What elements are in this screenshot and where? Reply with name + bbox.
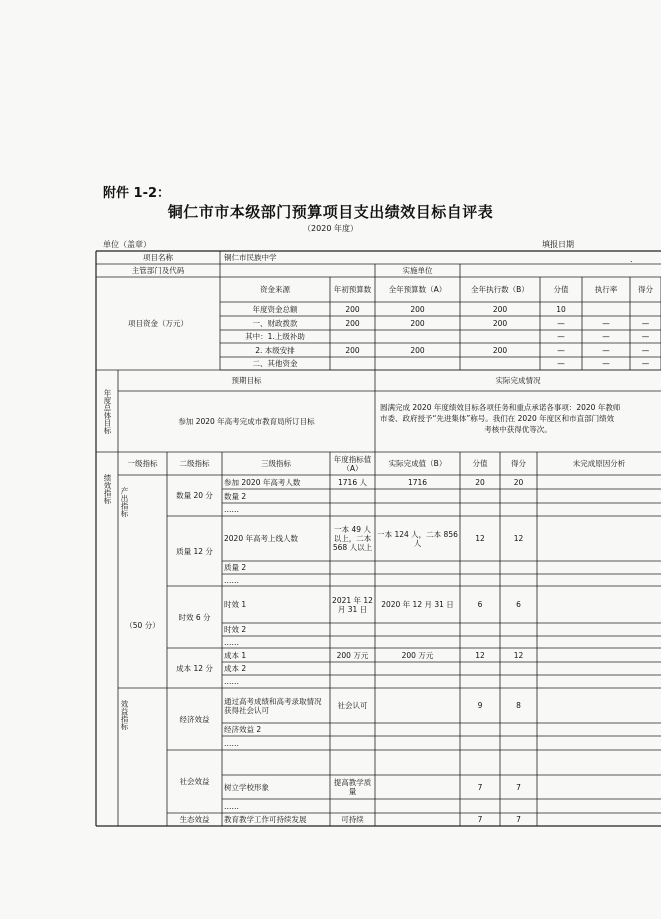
funds-label: 项目资金（万元）	[128, 319, 188, 328]
indicator-cell	[377, 723, 458, 736]
indicator-cell	[377, 489, 458, 503]
project-name-value: 铜仁市民族中学	[224, 253, 277, 262]
expected-goal-text: 参加 2020 年高考完成市教育局所订目标	[178, 417, 315, 426]
indicator-cell	[332, 750, 373, 775]
project-name-label: 项目名称	[143, 253, 173, 262]
indicator-cell: 7	[477, 782, 483, 792]
funds-cell: 一、财政拨款	[252, 318, 298, 328]
indicator-cell	[462, 503, 498, 516]
indicator-group-0: 数量 20 分	[176, 491, 213, 500]
indicator-cell: 社会认可	[337, 701, 368, 710]
funds-cell	[375, 357, 460, 370]
funds-cell: 二、其他资金	[252, 359, 298, 368]
funds-header-1: 年初预算数	[333, 285, 372, 294]
indicator-cell: 可持续	[341, 815, 364, 824]
indicator-cell: 2021 年 12 月 31 日	[332, 595, 373, 614]
indicator-cell: ……	[224, 801, 239, 811]
indicator-cell	[377, 636, 458, 648]
indicator-cell: ……	[224, 738, 239, 748]
funds-cell: —	[557, 359, 565, 368]
indicator-cell: 8	[516, 701, 521, 710]
indicator-header-7: 未完成原因分析	[572, 459, 626, 468]
funds-cell: 200	[492, 345, 508, 355]
indicator-cell	[502, 623, 535, 636]
funds-cell: 200	[492, 318, 508, 328]
indicator-header-2: 三级指标	[261, 459, 291, 468]
funds-cell: —	[602, 345, 610, 355]
funds-cell: —	[641, 345, 650, 355]
indicator-cell	[462, 675, 498, 688]
funds-cell: 其中：1.上级补助	[245, 332, 305, 341]
indicator-cell: 质量 2	[224, 563, 247, 572]
indicator-cell	[332, 675, 373, 688]
indicator-cell	[377, 561, 458, 574]
indicator-cell: 成本 1	[224, 650, 247, 660]
funds-cell	[330, 357, 375, 370]
funds-cell: 200	[410, 318, 425, 328]
actual-result-line-1: 圆满完成 2020 年度绩效目标各项任务和重点承诺各事项：2020 年教师	[380, 402, 621, 412]
funds-header-2: 全年预算数（A）	[388, 285, 447, 294]
funds-cell: —	[641, 359, 650, 368]
funds-cell: —	[557, 345, 565, 355]
indicator-cell: 9	[477, 701, 483, 710]
indicator-group-5: 社会效益	[179, 777, 210, 786]
indicator-cell: 通过高考成绩和高考录取情况获得社会认可	[224, 696, 322, 715]
indicator-cell: 20	[513, 477, 524, 487]
indicator-cell	[462, 799, 498, 813]
indicator-header-5: 分值	[472, 459, 488, 468]
indicator-group-3: 成本 12 分	[176, 663, 213, 673]
actual-result-line-3: 考核中获得优等次。	[484, 424, 552, 434]
indicator-cell	[377, 813, 458, 826]
funds-cell	[460, 357, 540, 370]
indicator-cell	[462, 662, 498, 675]
funds-header-3: 全年执行数（B）	[471, 285, 529, 294]
indicator-cell: ……	[224, 505, 239, 514]
indicator-cell	[502, 799, 535, 813]
indicator-cell: 12	[475, 650, 485, 660]
indicator-cell	[502, 675, 535, 688]
indicator-cell: 树立学校形象	[224, 782, 269, 792]
funds-cell: 200	[345, 304, 360, 314]
indicator-cell: 2020 年 12 月 31 日	[381, 600, 454, 609]
indicator-cell	[462, 574, 498, 586]
indicator-cell	[332, 662, 373, 675]
indicator-cell	[377, 662, 458, 675]
indicator-cell: ……	[224, 637, 239, 647]
funds-cell: 200	[410, 304, 425, 314]
indicator-cell: 12	[513, 650, 524, 660]
indicator-cell	[332, 561, 373, 574]
funds-cell: 年度资金总额	[252, 304, 298, 314]
indicator-cell	[502, 503, 535, 516]
indicator-cell	[332, 799, 373, 813]
actual-result-header: 实际完成情况	[495, 376, 541, 385]
indicator-cell	[462, 561, 498, 574]
funds-cell: 10	[556, 304, 566, 314]
expected-goal-header: 预期目标	[231, 376, 262, 385]
funds-cell: —	[602, 332, 610, 341]
fill-date-label: 填报日期	[542, 240, 574, 249]
unit-seal-label: 单位（盖章）	[103, 240, 151, 249]
output-score-label: （50 分）	[125, 620, 160, 630]
indicator-cell: 6	[516, 600, 521, 609]
indicator-cell: 200 万元	[401, 650, 434, 660]
indicator-cell	[377, 799, 458, 813]
funds-cell: 200	[410, 345, 425, 355]
indicator-cell: 7	[516, 782, 521, 792]
indicator-cell	[502, 574, 535, 586]
indicator-cell: 经济效益 2	[224, 725, 262, 734]
funds-cell: 2. 本级安排	[255, 345, 295, 355]
indicator-cell: ……	[224, 677, 239, 686]
indicator-cell: ……	[224, 575, 239, 585]
indicator-group-6: 生态效益	[179, 815, 210, 824]
goals-side-label: 年度总体目标	[103, 388, 112, 434]
output-indicator-label: 产出指标	[120, 487, 129, 517]
indicator-cell	[377, 736, 458, 750]
indicator-cell	[502, 561, 535, 574]
indicator-cell: 时效 2	[224, 625, 247, 634]
funds-header-5: 执行率	[594, 285, 618, 294]
funds-cell: —	[602, 359, 610, 368]
funds-cell	[582, 302, 630, 316]
funds-cell	[375, 330, 460, 343]
indicator-header-4: 实际完成值（B）	[388, 459, 447, 468]
indicator-cell	[377, 574, 458, 586]
funds-cell: 200	[345, 318, 360, 328]
indicator-group-2: 时效 6 分	[178, 612, 211, 622]
funds-cell	[460, 330, 540, 343]
indicator-cell: 7	[477, 815, 483, 824]
actual-result-line-2: 市委、政府授予“先进集体”称号。我们在 2020 年度区和市直部门绩效	[380, 413, 615, 423]
benefit-indicator-label: 效益指标	[120, 700, 129, 730]
funds-cell: —	[557, 318, 565, 328]
indicator-cell: 参加 2020 年高考人数	[224, 477, 301, 487]
funds-cell: —	[602, 318, 610, 328]
funds-cell: 200	[345, 345, 360, 355]
year-subtitle: （2020 年度）	[303, 224, 358, 233]
indicator-cell	[462, 636, 498, 648]
indicator-cell	[332, 723, 373, 736]
indicator-cell: 6	[477, 600, 483, 609]
funds-cell: —	[641, 318, 650, 328]
indicator-cell: 1716	[407, 477, 428, 487]
indicator-cell	[462, 623, 498, 636]
indicator-cell	[377, 623, 458, 636]
indicator-cell: 一本 124 人，二本 856 人	[377, 529, 458, 548]
indicator-cell	[502, 723, 535, 736]
indicator-cell: 提高教学质量	[333, 778, 372, 796]
indicator-cell	[332, 636, 373, 648]
indicator-cell	[462, 489, 498, 503]
funds-cell: —	[641, 332, 650, 341]
page-title: 铜仁市市本级部门预算项目支出绩效目标自评表	[167, 203, 494, 221]
indicator-cell	[462, 736, 498, 750]
indicator-header-6: 得分	[511, 459, 526, 468]
funds-cell: —	[557, 332, 565, 341]
indicator-cell	[224, 750, 328, 775]
indicator-cell	[377, 675, 458, 688]
funds-cell	[330, 330, 375, 343]
indicator-cell	[332, 574, 373, 586]
indicator-cell: 教育教学工作可持续发展	[224, 815, 307, 824]
indicator-header-3: 年度指标值（A）	[333, 454, 372, 473]
indicator-cell	[332, 736, 373, 750]
indicator-cell	[502, 636, 535, 648]
indicator-group-1: 质量 12 分	[176, 546, 213, 556]
indicator-group-4: 经济效益	[179, 714, 210, 724]
funds-cell: 200	[492, 304, 508, 314]
funds-header-0: 资金来源	[260, 285, 290, 294]
indicators-side-label: 绩效指标	[103, 474, 112, 504]
dept-code-label: 主管部门及代码	[131, 266, 185, 275]
indicator-cell: 一本 49 人以上，二本 568 人以上	[332, 525, 373, 552]
funds-header-4: 分值	[553, 285, 569, 294]
indicator-cell	[502, 489, 535, 503]
indicator-cell	[462, 750, 498, 775]
indicator-cell	[462, 723, 498, 736]
indicator-cell	[502, 736, 535, 750]
indicator-cell: 2020 年高考上线人数	[224, 534, 298, 543]
indicator-cell: 12	[475, 534, 485, 543]
indicator-cell	[502, 662, 535, 675]
indicator-cell: 12	[513, 534, 524, 543]
funds-cell	[630, 302, 661, 316]
funds-header-6: 得分	[638, 285, 653, 294]
stray-dot: .	[630, 255, 633, 264]
indicator-cell	[377, 688, 458, 723]
indicator-cell	[377, 775, 458, 799]
impl-unit-label: 实施单位	[402, 266, 433, 275]
indicator-header-0: 一级指标	[127, 459, 158, 468]
indicator-cell: 7	[516, 815, 521, 824]
indicator-cell	[332, 623, 373, 636]
attachment-label: 附件 1-2：	[103, 186, 171, 201]
indicator-cell: 20	[475, 477, 485, 487]
indicator-cell	[377, 503, 458, 516]
indicator-cell: 数量 2	[224, 491, 247, 501]
indicator-cell: 1716 人	[338, 477, 367, 487]
indicator-cell	[332, 503, 373, 516]
indicator-cell: 200 万元	[336, 650, 369, 660]
indicator-cell: 时效 1	[224, 600, 247, 609]
indicator-header-1: 二级指标	[179, 459, 210, 468]
indicator-cell	[332, 489, 373, 503]
indicator-cell	[377, 750, 458, 775]
indicator-cell: 成本 2	[224, 664, 247, 673]
indicator-cell	[502, 750, 535, 775]
